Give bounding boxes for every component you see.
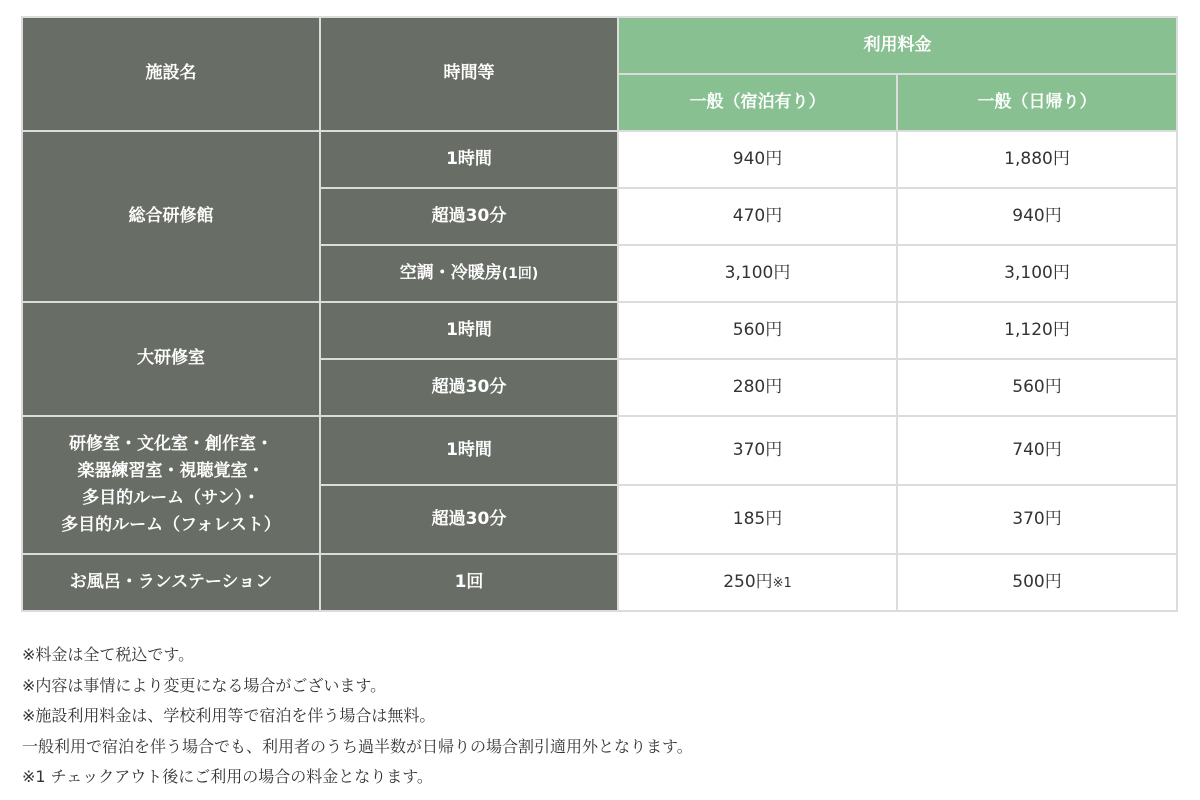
footnote-mark: ※1 xyxy=(772,575,792,591)
fee-overnight-cell xyxy=(618,485,897,554)
fee-overnight-value: 250円 xyxy=(723,571,773,592)
time-label: 空調・冷暖房 xyxy=(399,262,502,283)
header-fee-daytrip: 一般（日帰り） xyxy=(897,74,1177,131)
fee-table-header xyxy=(22,17,1177,131)
facility-name-line: 総合研修館 xyxy=(128,205,214,226)
time-cell xyxy=(320,485,618,554)
facility-name-cell xyxy=(22,416,320,554)
fee-overnight-value: 280円 xyxy=(732,376,783,397)
fee-daytrip-value: 560円 xyxy=(1012,376,1062,397)
facility-name-cell xyxy=(22,131,320,302)
fee-daytrip-cell xyxy=(897,359,1177,416)
fee-overnight-value: 3,100円 xyxy=(724,262,791,283)
fee-daytrip-cell xyxy=(897,554,1177,611)
fee-overnight-cell xyxy=(618,416,897,485)
time-label: 超過30分 xyxy=(431,508,507,529)
time-cell xyxy=(320,359,618,416)
time-cell xyxy=(320,245,618,302)
facility-name-line: 多目的ルーム（サン）・ xyxy=(82,488,260,508)
fee-daytrip-value: 370円 xyxy=(1012,508,1062,529)
header-fee-group: 利用料金 xyxy=(618,17,1177,74)
facility-name-line: お風呂・ランステーション xyxy=(69,571,273,592)
time-cell xyxy=(320,416,618,485)
fee-overnight-value: 940円 xyxy=(732,148,783,169)
fee-daytrip-cell xyxy=(897,416,1177,485)
header-facility-name: 施設名 xyxy=(22,17,320,131)
fee-daytrip-value: 500円 xyxy=(1012,571,1062,592)
fee-daytrip-value: 3,100円 xyxy=(1004,262,1070,283)
fee-daytrip-value: 1,880円 xyxy=(1004,148,1070,169)
table-row xyxy=(22,416,1177,485)
fee-overnight-cell xyxy=(618,554,897,611)
table-row xyxy=(22,131,1177,188)
fee-daytrip-cell xyxy=(897,188,1177,245)
facility-name-line: 多目的ルーム（フォレスト） xyxy=(61,515,281,536)
header-fee-overnight: 一般（宿泊有り） xyxy=(618,74,897,131)
fee-daytrip-value: 1,120円 xyxy=(1004,319,1070,340)
time-cell xyxy=(320,554,618,611)
fee-daytrip-value: 940円 xyxy=(1012,205,1062,226)
facility-name-line: 研修室・文化室・創作室・ xyxy=(69,433,273,454)
time-label: 超過30分 xyxy=(431,205,507,226)
time-label: 1時間 xyxy=(446,439,492,460)
facility-name-line: 楽器練習室・視聴覚室・ xyxy=(77,460,265,481)
note-line: 一般利用で宿泊を伴う場合でも、利用者のうち過半数が日帰りの場合割引適用外となります。 xyxy=(22,736,693,756)
facility-name-cell xyxy=(22,554,320,611)
table-row xyxy=(22,302,1177,359)
fee-overnight-cell xyxy=(618,245,897,302)
fee-overnight-cell xyxy=(618,188,897,245)
fee-overnight-cell xyxy=(618,359,897,416)
fee-daytrip-value: 740円 xyxy=(1012,439,1062,460)
fee-daytrip-cell xyxy=(897,245,1177,302)
fee-overnight-value: 370円 xyxy=(732,439,783,460)
note-line: ※1 チェックアウト後にご利用の場合の料金となります。 xyxy=(22,767,433,786)
fee-overnight-cell xyxy=(618,302,897,359)
time-suffix: (1回) xyxy=(501,265,539,282)
fee-overnight-value: 560円 xyxy=(732,319,783,340)
time-label: 1回 xyxy=(454,571,484,592)
fee-overnight-value: 185円 xyxy=(732,508,783,529)
time-cell xyxy=(320,302,618,359)
note-line: ※料金は全て税込です。 xyxy=(22,645,195,664)
fee-overnight-value: 470円 xyxy=(732,205,783,226)
time-cell xyxy=(320,131,618,188)
time-label: 1時間 xyxy=(446,319,492,340)
fee-daytrip-cell xyxy=(897,302,1177,359)
header-time: 時間等 xyxy=(320,17,618,131)
facility-name-line: 大研修室 xyxy=(137,348,205,369)
note-line: ※施設利用料金は、学校利用等で宿泊を伴う場合は無料。 xyxy=(22,706,436,725)
fee-table-body xyxy=(22,131,1177,611)
fee-daytrip-cell xyxy=(897,485,1177,554)
notes-section xyxy=(22,640,693,793)
fee-daytrip-cell xyxy=(897,131,1177,188)
fee-overnight-cell xyxy=(618,131,897,188)
note-line: ※内容は事情により変更になる場合がございます。 xyxy=(22,675,387,695)
time-label: 超過30分 xyxy=(431,376,507,397)
table-row xyxy=(22,554,1177,611)
facility-name-cell xyxy=(22,302,320,416)
time-cell xyxy=(320,188,618,245)
fee-table xyxy=(21,16,1178,612)
time-label: 1時間 xyxy=(446,148,492,169)
